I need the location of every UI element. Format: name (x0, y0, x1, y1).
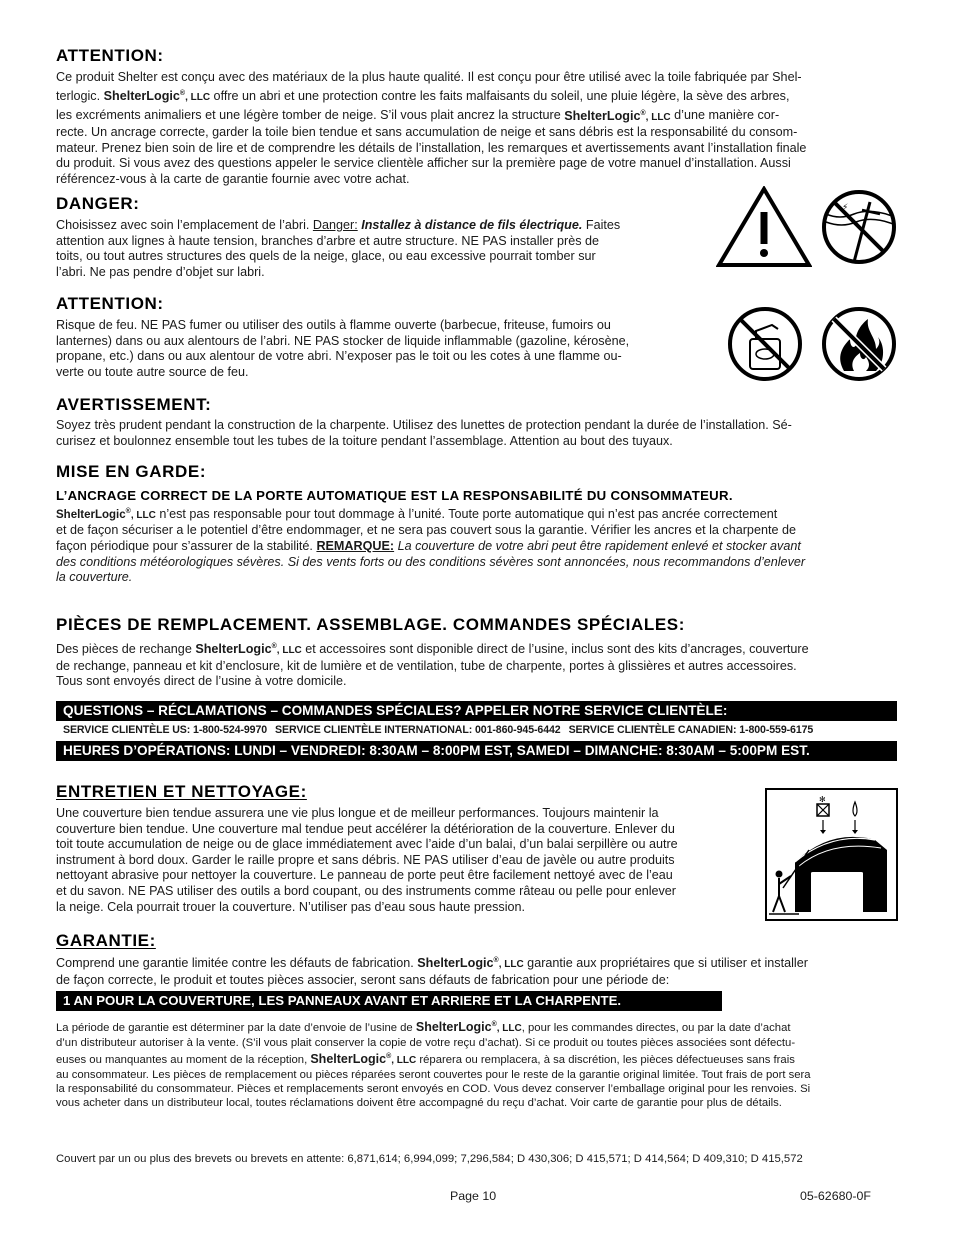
snow-removal-illustration (765, 788, 898, 921)
heading-garantie: GARANTIE: (56, 931, 156, 950)
heading-pieces: PIÈCES DE REMPLACEMENT. ASSEMBLAGE. COMMANDES SPÉCIALES: (56, 615, 685, 634)
pieces-paragraph: Des pièces de rechange ShelterLogic®, LLC et accessoires sont disponible direct de l’usine, inclus sont des kits d’ancrages, couverture de rechange, panneau et kit d’enclosure, kit de lumière et de ventilation, tube de charpente, portes à glissières et autres accessoires. Tous sont envoyés direct de l’usine à votre domicile. (56, 642, 809, 689)
patents-notice: Couvert par un ou plus des brevets ou brevets en attente: 6,871,614; 6,994,099; 7,296,584; D 430,306; D 415,571; D 414,564; D 409,310; D 415,572 (56, 1153, 803, 1165)
heading-entretien: ENTRETIEN ET NETTOYAGE: (56, 782, 307, 801)
heading-avertissement: AVERTISSEMENT: (56, 395, 212, 414)
phone-canada: SERVICE CLIENTÈLE CANADIEN: 1-800-559-6175 (568, 724, 814, 736)
svg-text:⚡: ⚡ (842, 203, 849, 213)
garantie-paragraph: Comprend une garantie limitée contre les défauts de fabrication. ShelterLogic®, LLC garantie aux propriétaires que si utiliser et installer de façon correcte, le produit et toutes pièces associer, seront sans défauts de fabrication pour une période de: (56, 956, 808, 987)
heading-attention-fire: ATTENTION: (56, 294, 164, 313)
page-number: Page 10 (450, 1189, 497, 1203)
avertissement-paragraph: Soyez très prudent pendant la construction de la charpente. Utilisez des lunettes de protection pendant la durée de l’installation. Sé- curisez et boulonnez ensemble tout les tubes de la toiture pendant l’assemblage. Attention au bout des tuyaux. (56, 418, 792, 448)
service-questions-bar: QUESTIONS – RÉCLAMATIONS – COMMANDES SPÉCIALES? APPELER NOTRE SERVICE CLIENTÈLE: (56, 701, 897, 721)
no-fuel-can-icon (726, 305, 804, 383)
garantie-details: La période de garantie est déterminer par la date d’envoie de l’usine de ShelterLogic®, LLC, pour les commandes directes, ou par la date d’achat d’un distributeur autoriser à la vente. (S’il vous plait conserver la copie de votre reçu d’achat). Si ce produit ou toutes pièces associées sont défectu- euses ou manquantes au moment de la réception, ShelterLogic®, LLC réparera ou remplacera, à sa discrétion, les pièces défectueuses sans frais au consommateur. Les pièces de remplacement ou pièces réparées seront couvertes pour le reste de la garantie original limitée. Tout frais de port sera la responsabilité du consommateur. Pièces et remplacements seront envoyés en COD. Vous devez conserver l’emballage original pour les renvoies. Si vous acheter dans un distributeur local, toutes réclamations doivent être accompagné du reçu d’achat. Voir carte de garantie pour plus de détails. (56, 1020, 811, 1110)
phone-us: SERVICE CLIENTÈLE US: 1-800-524-9970 (63, 724, 268, 736)
no-power-lines-icon (820, 188, 898, 266)
document-number: 05-62680-0F (800, 1189, 871, 1203)
danger-paragraph: Choisissez avec soin l’emplacement de l’abri. Danger: Installez à distance de fils électrique. Faites attention aux lignes à haute tension, branches d’arbre et autre structure. NE PAS installer près de toits, ou tout autres structures des quels de la neige, glace, ou eau excessive pourrait tomber sur l’abri. Ne pas pendre d’objet sur labri. (56, 218, 621, 279)
fire-paragraph: Risque de feu. NE PAS fumer ou utiliser des outils à flamme ouverte (barbecue, friteuse, fumoirs ou lanternes) dans ou aux alentours de l’abri. NE PAS stocker de liquide inflammable (gazoline, kérosène, propane, etc.) dans ou aux alentour de votre abri. N’exposer pas le toit ou les cotes à une flamme ou- verte ou toute autre source de feu. (56, 318, 630, 379)
warranty-term-bar: 1 AN POUR LA COUVERTURE, LES PANNEAUX AVANT ET ARRIERE ET LA CHARPENTE. (56, 991, 722, 1011)
warning-triangle-icon (716, 186, 812, 268)
door-anchor-notice: L’ANCRAGE CORRECT DE LA PORTE AUTOMATIQUE EST LA RESPONSABILITÉ DU CONSOMMATEUR. (56, 488, 733, 503)
attention-paragraph: Ce produit Shelter est conçu avec des matériaux de la plus haute qualité. Il est conçu pour être utilisé avec la toile fabriquée par Shel- terlogic. ShelterLogic®, LLC offre un abri et une protection contre les faits malfaisants du soleil, une pluie légère, la sève des arbres, les excréments animaliers et une légère tomber de neige. S’il vous plait ancrez la structure ShelterLogic®, LLC d’une manière cor- recte. Un ancrage correcte, garder la toile bien tendue et sans accumulation de neige et sans débris est la responsabilité du consom- mateur. Prenez bien soin de lire et de comprendre les détails de l’installation, les remarques et avertissements avant l’installation finale du produit. Si vous avez des questions appeler le service clientèle afficher sur la première page de votre manuel d’installation. Aussi référencez-vous à la carte de garantie fournie avec votre achat. (56, 70, 807, 186)
svg-text:✻: ✻ (819, 795, 826, 804)
heading-mise-en-garde: MISE EN GARDE: (56, 462, 207, 481)
service-hours-bar: HEURES D’OPÉRATIONS: LUNDI – VENDREDI: 8:30AM – 8:00PM EST, SAMEDI – DIMANCHE: 8:30AM – 5:00PM EST. (56, 741, 897, 761)
service-phone-numbers (63, 724, 821, 736)
heading-attention: ATTENTION: (56, 46, 164, 65)
heading-danger: DANGER: (56, 194, 140, 213)
mise-en-garde-paragraph: ShelterLogic®, LLC n’est pas responsable pour tout dommage à l’unité. Toute porte automatique qui n’est pas ancrée correctement et de façon sécuriser a le potentiel d’être endommager, et ne sera pas couvert sous la garantie. Vérifier les ancres et la charpente de façon périodique pour s’assurer de la stabilité. REMARQUE: La couverture de votre abri peut être rapidement enlevé et stocker avant des conditions météorologiques sévères. Si des vents forts ou des conditions sévères sont annoncées, nous recommandons d’enlever la couverture. (56, 506, 806, 585)
entretien-paragraph: Une couverture bien tendue assurera une vie plus longue et de meilleur performances. Toujours maintenir la couverture bien tendue. Une couverture mal tendue peut accélérer la détérioration de la couverture. Enlever du toit toute accumulation de neige ou de glace immédiatement avec l’aide d’un balai, d’un balai serpillère ou autre instrument à bord doux. Garder le raille propre et sans débris. NE PAS utiliser d’eau de javèle ou autre produits nettoyant abrasive pour nettoyer la couverture. Le panneau de porte peut être facilement nettoyé avec de l’eau et du savon. NE PAS utiliser des outils a bord coupant, ou des instruments comme râteau ou pelle pour enlever la neige. Cela pourrait trouer la couverture. N’utiliser pas d’eau sous haute pression. (56, 806, 678, 914)
phone-international: SERVICE CLIENTÈLE INTERNATIONAL: 001-860-945-6442 (275, 724, 561, 736)
no-fire-icon (820, 305, 898, 383)
